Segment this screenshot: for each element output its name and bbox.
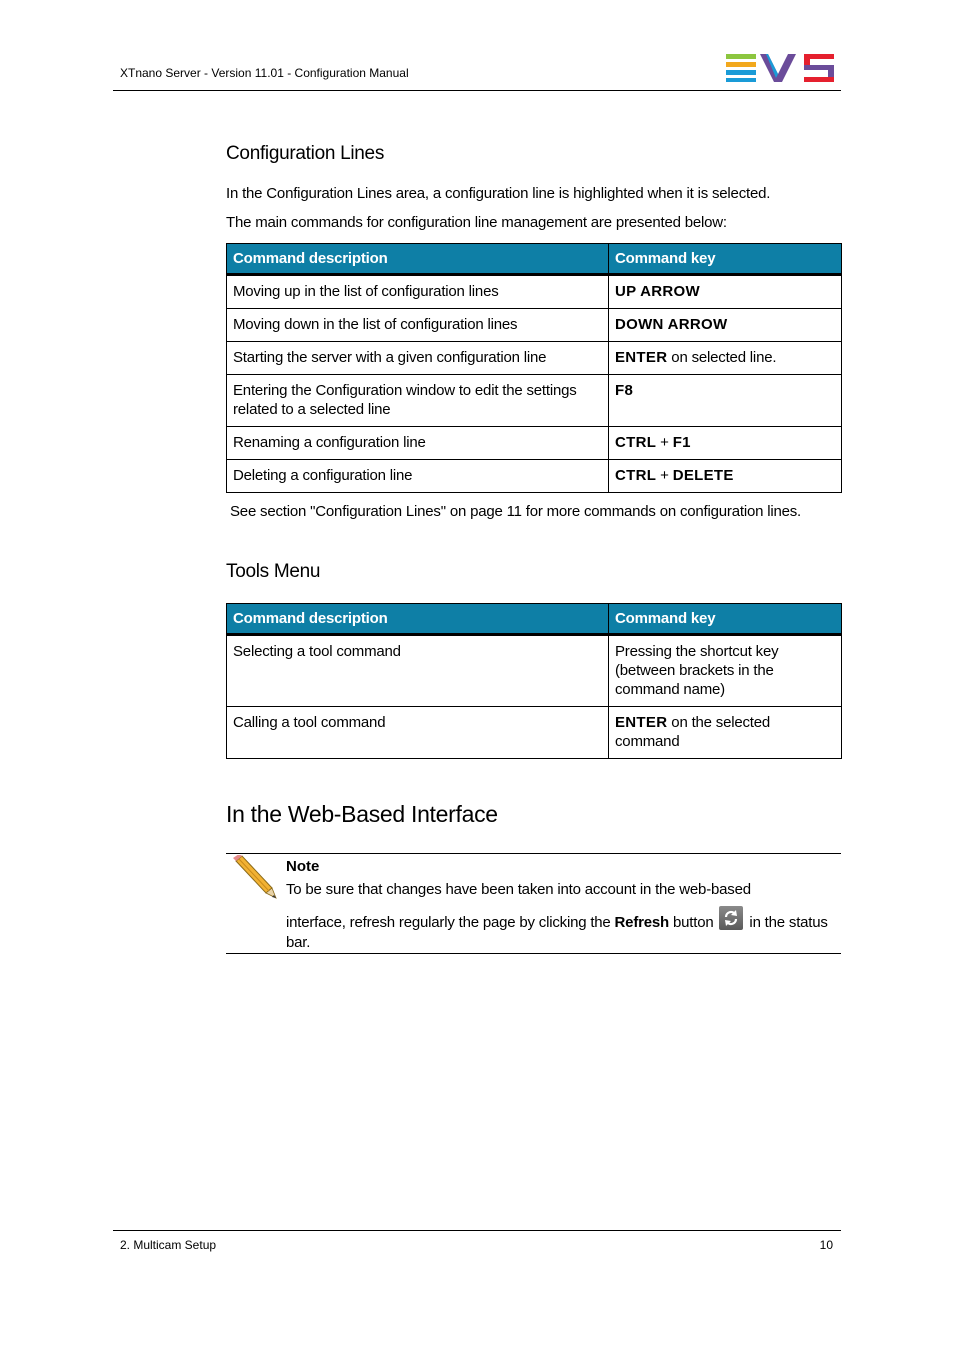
column-header-description: Command description xyxy=(227,604,609,635)
section-heading-tools-menu: Tools Menu xyxy=(226,561,321,582)
note-text: in the status bar. xyxy=(286,914,828,951)
command-key xyxy=(609,707,842,759)
table-row xyxy=(227,275,842,309)
key-label: ENTER xyxy=(615,714,668,731)
command-description: Calling a tool command xyxy=(227,707,609,759)
key-label: DELETE xyxy=(672,467,734,484)
command-key xyxy=(609,275,842,309)
note-text: button xyxy=(669,914,714,931)
refresh-icon[interactable] xyxy=(719,906,743,930)
table-row xyxy=(227,460,842,493)
table-row xyxy=(227,342,842,375)
command-description: Entering the Configuration window to edit the settings related to a selected line xyxy=(227,375,609,427)
command-description: Renaming a configuration line xyxy=(227,427,609,460)
column-header-key: Command key xyxy=(609,604,842,635)
key-label: UP ARROW xyxy=(615,283,700,300)
key-suffix: on the selected command xyxy=(615,714,775,750)
command-description: Deleting a configuration line xyxy=(227,460,609,493)
table-header-row xyxy=(227,244,842,275)
command-description: Selecting a tool command xyxy=(227,635,609,707)
table-row xyxy=(227,427,842,460)
header-rule xyxy=(113,90,841,91)
key-suffix: on selected line. xyxy=(667,349,777,366)
configuration-lines-table xyxy=(226,243,842,493)
header-title: XTnano Server - Version 11.01 - Configuration Manual xyxy=(120,66,409,80)
table-row xyxy=(227,309,842,342)
note-line-1: To be sure that changes have been taken into account in the web-based xyxy=(286,881,751,898)
table-header-row xyxy=(227,604,842,635)
section-heading-web-interface: In the Web-Based Interface xyxy=(226,801,498,827)
page-number: 10 xyxy=(819,1238,833,1252)
evs-logo xyxy=(726,54,834,82)
note-top-rule xyxy=(226,853,841,854)
column-header-description: Command description xyxy=(227,244,609,275)
key-plus: + xyxy=(656,467,673,484)
command-key xyxy=(609,309,842,342)
see-also-link[interactable]: See section "Configuration Lines" on page 11 for more commands on configuration lines. xyxy=(230,503,802,520)
note-bold-refresh: Refresh xyxy=(614,914,670,931)
note-line-2 xyxy=(286,906,831,953)
footer-rule xyxy=(113,1230,841,1231)
command-description: Starting the server with a given configuration line xyxy=(227,342,609,375)
key-label: CTRL xyxy=(615,467,657,484)
table-row xyxy=(227,635,842,707)
pencil-icon xyxy=(232,855,278,899)
command-description: Moving down in the list of configuration lines xyxy=(227,309,609,342)
key-text: Pressing the shortcut key (between brackets in the command name) xyxy=(615,643,779,698)
note-title: Note xyxy=(286,858,320,875)
table-row xyxy=(227,375,842,427)
command-key xyxy=(609,427,842,460)
command-key xyxy=(609,635,842,707)
key-label: DOWN ARROW xyxy=(615,316,728,333)
intro-paragraph-2: The main commands for configuration line management are presented below: xyxy=(226,214,727,231)
section-heading-configuration-lines: Configuration Lines xyxy=(226,143,385,164)
tools-menu-table xyxy=(226,603,842,759)
column-header-key: Command key xyxy=(609,244,842,275)
command-key xyxy=(609,460,842,493)
command-key xyxy=(609,342,842,375)
footer-section: 2. Multicam Setup xyxy=(120,1238,217,1252)
command-description: Moving up in the list of configuration lines xyxy=(227,275,609,309)
table-row xyxy=(227,707,842,759)
key-label: ENTER xyxy=(615,349,668,366)
note-bottom-rule xyxy=(226,953,841,954)
key-label: F1 xyxy=(672,434,691,451)
key-plus: + xyxy=(656,434,673,451)
command-key xyxy=(609,375,842,427)
note-body xyxy=(286,880,831,953)
key-label: CTRL xyxy=(615,434,657,451)
intro-paragraph-1: In the Configuration Lines area, a configuration line is highlighted when it is selected. xyxy=(226,185,771,202)
key-label: F8 xyxy=(615,382,634,399)
note-text: interface, refresh regularly the page by clicking the xyxy=(286,914,615,931)
